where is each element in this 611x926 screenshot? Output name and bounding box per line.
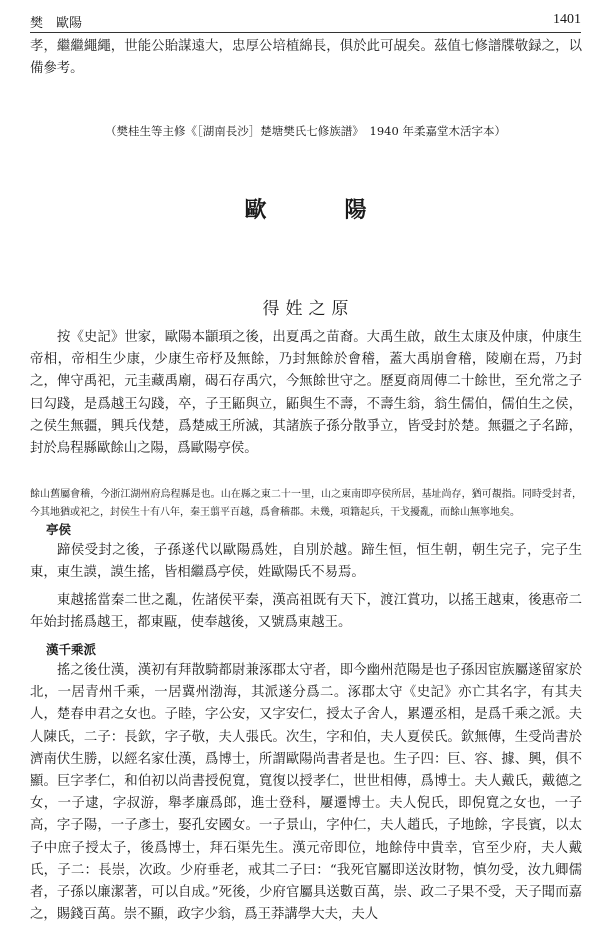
tinghou-paragraph: 蹄侯受封之後，子孫遂代以歐陽爲姓，自別於越。蹄生恒，恒生朝，朝生完子，完子生東，東生謨，謨生搖，皆相繼爲亭侯，姓歐陽氏不易焉。 <box>30 543 582 581</box>
running-head: 樊 歐陽 <box>30 16 83 31</box>
heading-tinghou: 亭侯 <box>46 522 72 537</box>
heading-qiancheng: 漢千乘派 <box>46 642 97 657</box>
dongyue-paragraph: 東越搖當秦二世之亂，佐諸侯平秦，漢高祖既有天下，渡江賞功，以搖王越東，後惠帝二年始封搖爲越王，都東甌，使奉越後，又號爲東越王。 <box>30 593 582 631</box>
qiancheng-paragraph: 搖之後仕漢，漢初有拜散騎都尉兼涿郡太守者，即今幽州范陽是也子孫因宦族屬遂留家於北，一居青州千乘，一居冀州渤海，其派遂分爲二。涿郡太守《史記》亦亡其名字，有其夫人，楚春申君之女也。子睦，字公安，又字安仁，授太子舍人，累遷丞相，是爲千乘之派。夫人陳氏，二子：長欽，字子敬，夫人張氏。次生，字和伯，夫人夏侯氏。欽無傳，生受尚書於濟南伏生勝，以經名家仕漢，爲博士，所謂歐陽尚書者是也。生子四：巨、容、據、興，俱不顯。巨字孝仁，和伯初以尚書授倪寬，寬復以授孝仁，世世相傳，爲博士。夫人戴氏，戴德之女，一子逮，字叔游，舉孝廉爲郎，進士登科，屢遷博士。夫人倪氏，即倪寬之女也，一子高，字子陽，一子彥士，娶孔安國女。一子景山，字仲仁，夫人趙氏，子地餘，字長賓，以太子中庶子授太子，後爲博士，拜石渠先生。漢元帝即位，地餘侍中貴幸，官至少府，夫人戴氏，子二：長崇，次政。少府垂老，戒其二子曰：“我死官屬即送汝財物，慎勿受，汝九卿儒者，子孫以廉潔著，可以自成。”死後，少府官屬具送數百萬，崇、政二子果不受，天子聞而嘉之，賜錢百萬。崇不顯，政字少翁，爲王莽講學大夫，夫人 <box>30 663 582 923</box>
page-header <box>30 10 581 33</box>
page-number: 1401 <box>553 12 581 27</box>
origin-note: 餘山舊屬會稽，今浙江湖州府烏程縣是也。山在縣之東二十一里，山之東南即亭侯所居，基址尚存，猶可覩指。同時受封者，今其地猶或祀之，封侯生十有八年，秦王翦平百越，爲會稽郡。未幾，項籍起兵，干戈擾亂，而餘山無寧地矣。 <box>30 489 582 518</box>
intro-paragraph: 孝，繼繼繩繩，世能公貽謀遠大，忠厚公培植綿長，俱於此可覘矣。茲值七修譜牒敬録之，以備參考。 <box>30 39 582 77</box>
section-title: 歐 陽 <box>244 197 395 223</box>
section-subtitle: 得姓之原 <box>262 299 355 319</box>
source-citation: （樊桂生等主修《［湖南長沙］楚塘樊氏七修族譜》 1940 年柔嘉堂木活字本） <box>105 124 506 138</box>
origin-paragraph: 按《史記》世家，歐陽本顓頊之後，出夏禹之苗裔。大禹生啟，啟生太康及仲康，仲康生帝相，帝相生少康，少康生帝杼及無餘，乃封無餘於會稽，蓋大禹崩會稽，陵廟在焉，乃封之，俾守禹祀，元圭藏禹廟，碣石存禹穴，今無餘世守之。歷夏商周傳二十餘世，至允常之子曰勾踐，是爲越王勾踐，卒，子王鼫與立，鼫與生不壽，不壽生翁，翁生儒伯，儒伯生之侯，之侯生無疆，興兵伐楚，爲楚威王所滅，其諸族子孫分散爭立，皆受封於楚。無疆之子名蹄，封於烏程縣歐餘山之陽，爲歐陽亭侯。 <box>30 330 582 457</box>
